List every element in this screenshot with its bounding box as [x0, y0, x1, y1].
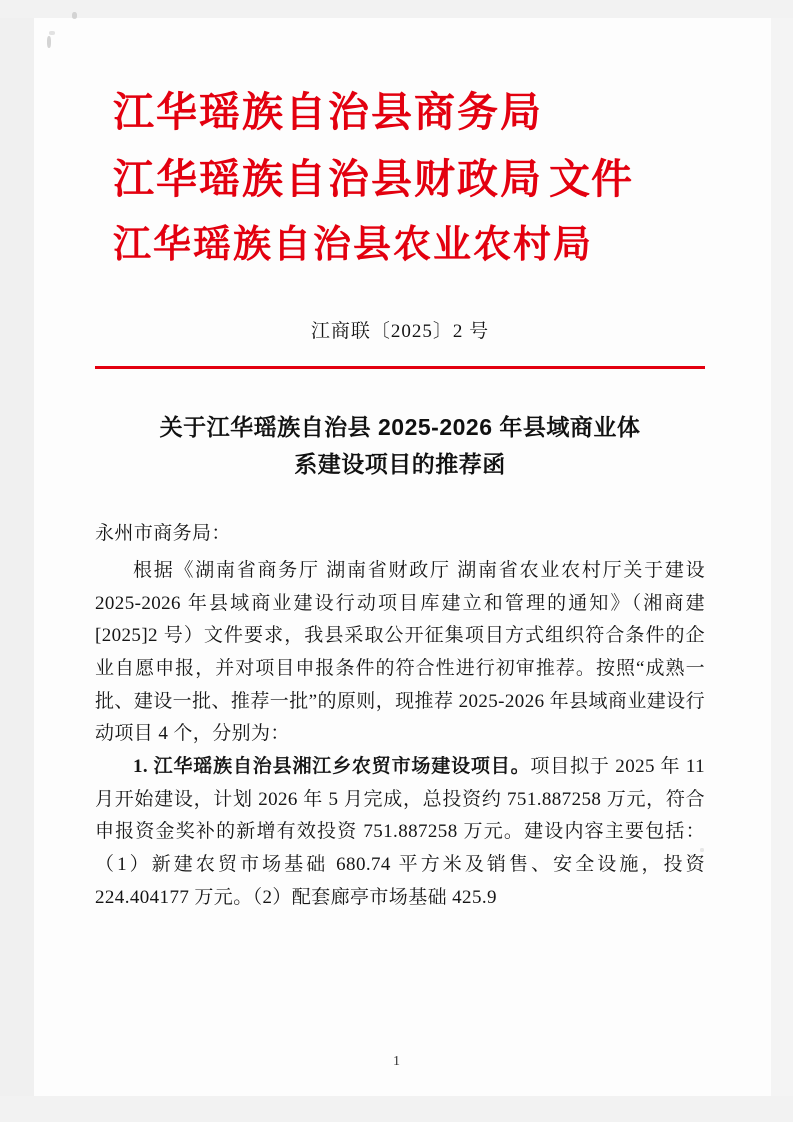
item-1-detail: 项目拟于 2025 年 11 月开始建设，计划 2026 年 5 月完成，总投资约 751.887258 万元，符合申报资金奖补的新增有效投资 751.887258 万元。建设内容主要包括：（1）新建农贸市场基础 680.74 平方米及销售、安全设施，投资 224.404177 万元。（2）配套廊亭市场基础 425.9 [95, 756, 705, 908]
scan-edge-right [771, 0, 793, 1122]
item-1-heading: 1. 江华瑶族自治县湘江乡农贸市场建设项目。 [133, 756, 531, 778]
addressee-line: 永州市商务局： [95, 523, 231, 545]
paragraph-item-1 [95, 751, 705, 914]
document-number: 江商联〔2025〕2 号 [310, 321, 490, 342]
page-title-line-2: 系建设项目的推荐函 [294, 451, 506, 478]
document-content [95, 0, 705, 1122]
page-number: 1 [393, 1054, 400, 1069]
masthead-line-agriculture-bureau: 江华瑶族自治县农业农村局 [113, 224, 594, 266]
scan-speck [47, 36, 51, 48]
page-title-line-1: 关于江华瑶族自治县 2025-2026 年县域商业体 [159, 413, 641, 440]
scan-speck [72, 12, 77, 19]
masthead-wenjian-label: 文件 [549, 156, 633, 202]
masthead-line-finance-bureau-text: 江华瑶族自治县财政局 [113, 156, 543, 202]
red-divider-rule [95, 366, 705, 369]
page-title [95, 409, 705, 485]
masthead-line-commerce-bureau: 江华瑶族自治县商务局 [113, 89, 543, 135]
paragraph-background: 根据《湖南省商务厅 湖南省财政厅 湖南省农业农村厅关于建设 2025-2026 年县域商业建设行动项目库建立和管理的通知》（湘商建[2025]2 号）文件要求，我县采取公开征集项目方式组织符合条件的企业自愿申报，并对项目申报条件的符合性进行初审推荐。按照“成熟一批、建设一批、推荐一批”的原则，现推荐 2025-2026 年县域商业建设行动项目 4 个，分别为： [95, 560, 705, 745]
document-body [95, 518, 705, 914]
masthead [95, 89, 705, 266]
scan-speck [49, 31, 55, 35]
masthead-line-finance-bureau [113, 156, 705, 202]
scan-edge-left [0, 0, 34, 1122]
